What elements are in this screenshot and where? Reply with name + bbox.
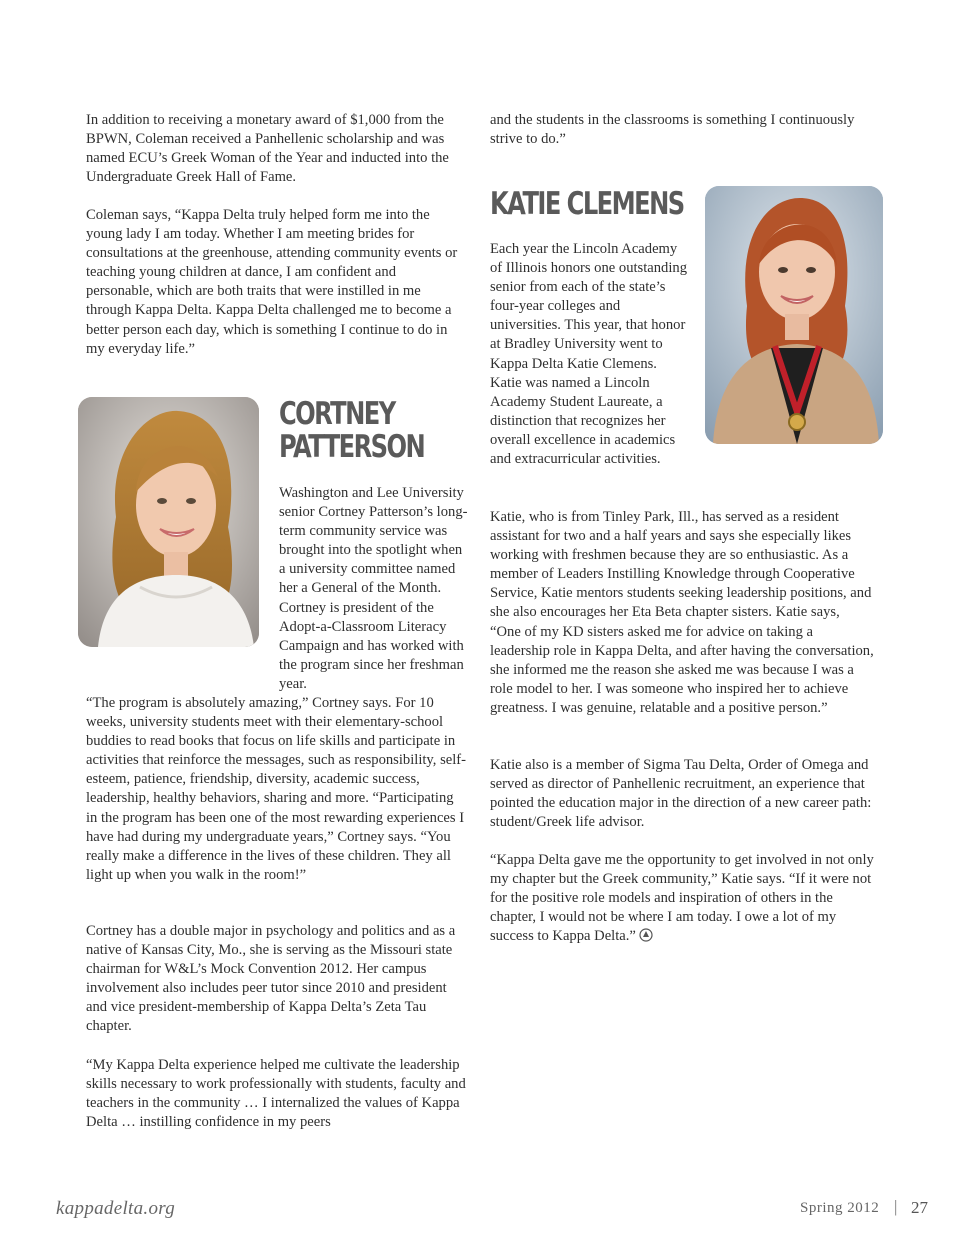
katie-clemens-photo [705,186,883,444]
katie-para-4-text: “Kappa Delta gave me the opportunity to get involved in not only my chapter but the Greek community,” Katie says. “If it were not for the positive role models and inspiration of others in the chapter, I would not be where I am today. I owe a lot of my success to Kappa Delta.” [490,852,874,945]
coleman-quote-paragraph: Coleman says, “Kappa Delta truly helped form me into the young lady I am today. Whether I am meeting brides for consultations at the greenhouse, attending community events or teaching young children at dance, I am confident and personable, which are both traits that were instilled in me through Kappa Delta. Kappa Delta challenged me to become a better person each day, which is something I continue to do in my everyday life.” [86,207,458,357]
cortney-para-3: Cortney has a double major in psychology and politics and as a native of Kansas City, Mo., she is serving as the Missouri state chairman for W&L’s Mock Convention 2012. Her campus involvement also includes peer tutor since 2010 and president and vice president-membership of Kappa Delta’s Zeta Tau chapter. [86,923,456,1035]
katie-para-2: Katie, who is from Tinley Park, Ill., has served as a resident assistant for two and a half years and says she especially likes working with freshmen because they are so enthusiastic. As a member of Leaders Instilling Knowledge through Cooperative Service, Katie mentors students seeking leadership positions, and she also encourages her Eta Beta chapter sisters. Katie says, “One of my KD sisters asked me for advice on taking a leadership role in Kappa Delta, and after having the conversation, she informed me the reason she asked me was because I was a role model to her. I was someone who inspired her to achieve greatness. I was genuine, relatable and a positive person.” [490,509,874,716]
end-of-article-icon [639,928,653,942]
katie-clemens-heading: KATIE CLEMENS [490,186,684,222]
footer-website: kappadelta.org [56,1198,176,1219]
katie-para-3: Katie also is a member of Sigma Tau Delta, Order of Omega and served as director of Panhellenic recruitment, an experience that pointed the education major in the direction of a new career path: student/Greek life advisor. [490,757,872,831]
katie-para-1: Each year the Lincoln Academy of Illinois honors one outstanding senior from each of the state’s four-year colleges and universities. This year, that honor at Bradley University went to Kappa Delta Katie Clemens. Katie was named a Lincoln Academy Student Laureate, a distinction that recognizes her overall excellence in academics and extracurricular activities. [490,241,688,468]
intro-paragraph: In addition to receiving a monetary award of $1,000 from the BPWN, Coleman received a Panhellenic scholarship and was named ECU’s Greek Woman of the Year and inducted into the Undergraduate Greek Hall of Fame. [86,112,449,186]
cortney-para-2: “The program is absolutely amazing,” Cortney says. For 10 weeks, university students meet with their elementary-school buddies to read books that focus on life skills and participate in activities that reinforce the messages, such as responsibility, self-esteem, patience, friendship, diversity, academic success, leadership, healthy behaviors, sharing and more. “Participating in the program has been one of the most rewarding experiences I have had during my undergraduate years,” Cortney says. “You really make a difference in the lives of these children. They all light up when you walk in the room!” [86,695,467,883]
cortney-para-4: “My Kappa Delta experience helped me cultivate the leadership skills necessary to work professionally with students, faculty and teachers in the community … I internalized the values of Kappa Delta … instilling confidence in my peers [86,1057,466,1131]
heading-line-first: CORTNEY [279,396,395,432]
footer-issue-season: Spring 2012 [800,1200,880,1216]
cortney-patterson-photo [78,397,259,647]
cortney-patterson-heading [279,398,424,464]
continuation-paragraph: and the students in the classrooms is something I continuously strive to do.” [490,112,855,148]
heading-line-last: PATTERSON [279,429,425,465]
katie-para-4 [490,851,874,946]
footer-page-number: 27 [911,1198,928,1217]
cortney-para-1: Washington and Lee University senior Cortney Patterson’s long-term community service was brought into the spotlight when a university committee named her a General of the Month. Cortney is president of the Adopt-a-Classroom Literacy Campaign and has worked with the program since her freshman year. [279,485,468,692]
footer-separator: | [894,1197,898,1216]
